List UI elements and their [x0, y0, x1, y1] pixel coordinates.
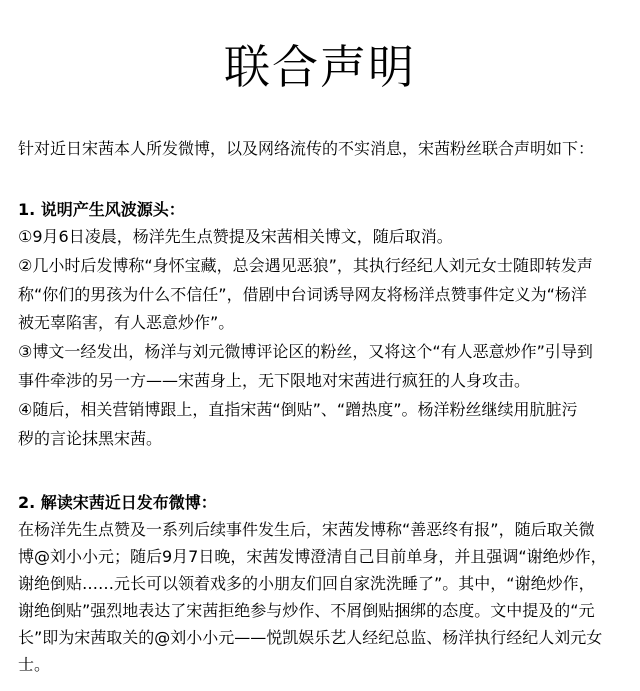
- paragraph-line: ②几小时后发博称“身怀宝藏，总会遇见恶狼”，其执行经纪人刘元女士随即转发声: [18, 255, 593, 275]
- paragraph-line: 博@刘小小元；随后9月7日晚，宋茜发博澄清自己目前单身，并且强调“谢绝炒作，: [18, 547, 607, 566]
- paragraph-line: 事件牵涉的另一方——宋茜身上，无下限地对宋茜进行疯狂的人身攻击。: [18, 370, 531, 390]
- paragraph-line: 谢绝倒贴”强烈地表达了宋茜拒绝参与炒作、不屑倒贴捆绑的态度。文中提及的“元: [18, 601, 595, 620]
- paragraph-line: ④随后，相关营销博跟上，直指宋茜“倒贴”、“蹭热度”。杨洋粉丝继续用肮脏污: [18, 399, 578, 419]
- section-heading: 1. 说明产生风波源头：: [18, 200, 185, 219]
- paragraph-line: 称“你们的男孩为什么不信任”，借剧中台词诱导网友将杨洋点赞事件定义为“杨洋: [18, 284, 587, 304]
- intro-paragraph: 针对近日宋茜本人所发微博，以及网络流传的不实消息，宋茜粉丝联合声明如下：: [18, 139, 595, 158]
- document-title: 联合声明: [224, 39, 416, 94]
- paragraph-line: 秽的言论抹黑宋茜。: [18, 428, 163, 448]
- paragraph-line: 士。: [18, 655, 51, 674]
- paragraph-line: ①9月6日凌晨，杨洋先生点赞提及宋茜相关博文，随后取消。: [18, 227, 453, 246]
- paragraph-line: ③博文一经发出，杨洋与刘元微博评论区的粉丝，又将这个“有人恶意炒作”引导到: [18, 342, 593, 362]
- section-interpretation: [18, 490, 630, 678]
- paragraph-line: 在杨洋先生点赞及一系列后续事件发生后，宋茜发博称“善恶终有报”，随后取关微: [18, 520, 595, 539]
- paragraph-line: 长”即为宋茜取关的@刘小小元——悦凯娱乐艺人经纪总监、杨洋执行经纪人刘元女: [18, 628, 603, 647]
- section-origin: [18, 197, 630, 453]
- paragraph-line: 谢绝倒贴……元长可以领着戏多的小朋友们回自家洗洗睡了”。其中，“谢绝炒作，: [18, 574, 595, 593]
- paragraph-line: 被无辜陷害，有人恶意炒作”。: [18, 313, 235, 333]
- section-heading: 2. 解读宋茜近日发布微博：: [18, 493, 217, 512]
